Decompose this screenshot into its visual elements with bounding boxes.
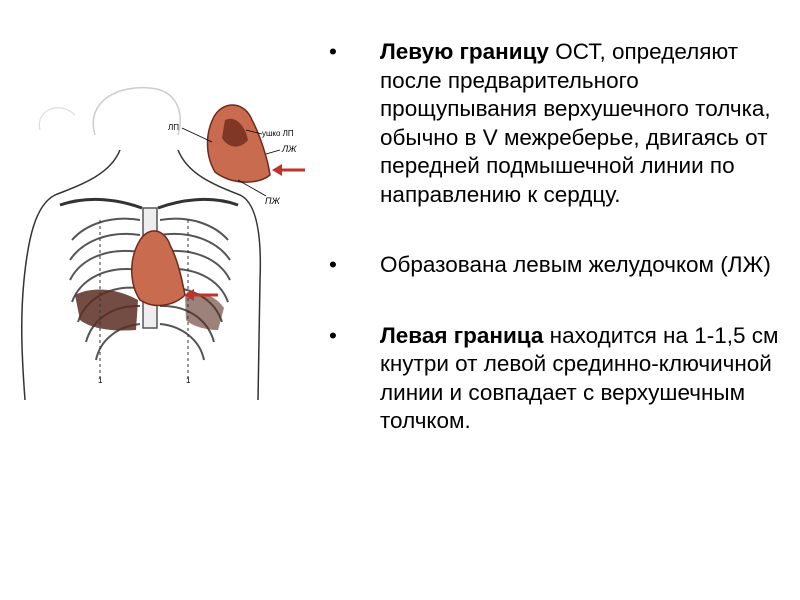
bullet-marker: • bbox=[329, 39, 337, 64]
left-clavicle bbox=[60, 199, 142, 208]
lung-shading-left bbox=[75, 290, 138, 331]
bullet-list bbox=[312, 38, 792, 436]
bullet-left-border bbox=[312, 38, 792, 209]
bullet-text: Образована левым желудочком (ЛЖ) bbox=[380, 252, 771, 277]
midline-label-left: 1 bbox=[98, 376, 103, 385]
ribs-left bbox=[70, 219, 140, 360]
head-outline-2 bbox=[39, 108, 75, 130]
label-lp: ЛП bbox=[168, 123, 179, 132]
bullet-marker: • bbox=[329, 322, 337, 348]
label-ushko-lp: ушко ЛП bbox=[262, 129, 294, 138]
label-pzh: ПЖ bbox=[265, 196, 280, 206]
right-clavicle bbox=[158, 199, 238, 208]
bullet-formed-by bbox=[312, 251, 792, 280]
label-lzh: ЛЖ bbox=[282, 144, 297, 154]
bullet-bold-text: Левую границу bbox=[380, 39, 549, 64]
label-lzh-leader bbox=[266, 150, 280, 154]
bullet-marker: • bbox=[329, 252, 337, 277]
bullet-left-boundary bbox=[312, 322, 792, 436]
bullet-text: находится на 1-1,5 см кнутри от левой срединно-ключичной линии и совпадает с верхушечным толчком. bbox=[380, 322, 779, 433]
bullet-text: ОСТ, определяют после предварительного прощупывания верхушечного толчка, обычно в V межреберье, двигаясь от передней подмышечной линии по направлению к сердцу. bbox=[380, 39, 771, 207]
midline-label-right: 1 bbox=[186, 376, 191, 385]
heart-in-chest bbox=[132, 231, 185, 306]
chest-heart-illustration bbox=[0, 80, 320, 410]
bullet-bold-text: Левая граница bbox=[380, 322, 544, 348]
apex-arrow-detail bbox=[272, 164, 305, 176]
